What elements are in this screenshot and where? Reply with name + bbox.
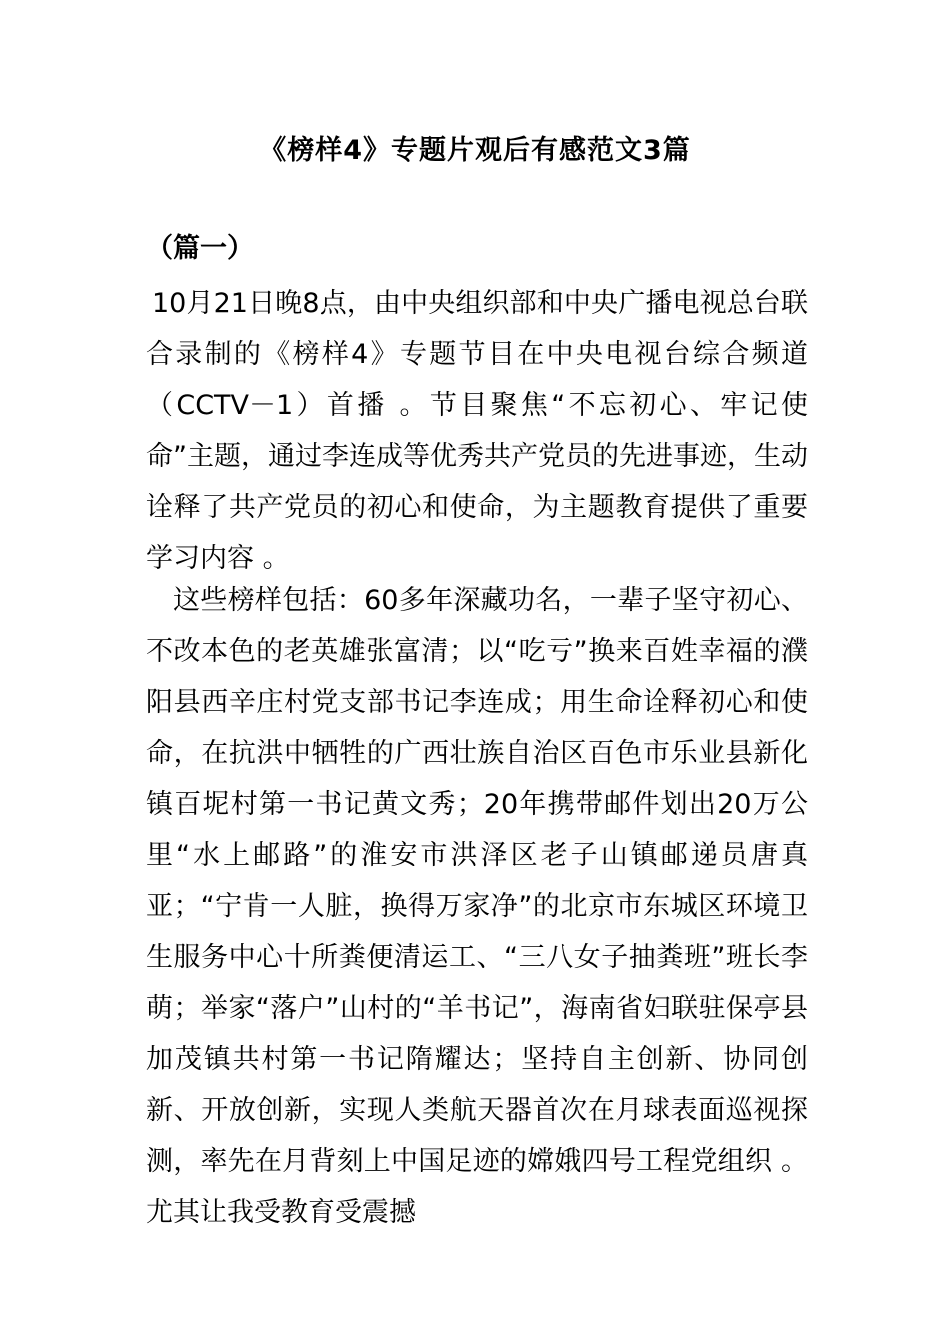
section-heading: （篇一） xyxy=(146,233,254,264)
document-title: 《榜样4》专题片观后有感范文3篇 xyxy=(259,135,691,166)
paragraph-1: 10月21日晚8点，由中央组织部和中央广播电视总台联合录制的《榜样4》专题节目在中央电视台综合频道（CCTV－1）首播 。节目聚焦“不忘初心、牢记使命”主题，通过李连成等优秀共产党员的先进事迹，生动诠释了共产党员的初心和使命，为主题教育提供了重要学习内容 。 xyxy=(146,288,808,574)
paragraph-2: 这些榜样包括：60多年深藏功名，一辈子坚守初心、不改本色的老英雄张富清；以“吃亏”换来百姓幸福的濮阳县西辛庄村党支部书记李连成；用生命诠释初心和使命，在抗洪中牺牲的广西壮族自治区百色市乐业县新化镇百坭村第一书记黄文秀；20年携带邮件划出20万公里“水上邮路”的淮安市洪泽区老子山镇邮递员唐真亚；“宁肯一人脏，换得万家净”的北京市东城区环境卫生服务中心十所粪便清运工、“三八女子抽粪班”班长李萌；举家“落户”山村的“羊书记”，海南省妇联驻保亭县加茂镇共村第一书记隋耀达；坚持自主创新、协同创新、开放创新，实现人类航天器首次在月球表面巡视探测，率先在月背刻上中国足迹的嫦娥四号工程党组织 。尤其让我受教育受震撼 xyxy=(146,585,808,1228)
